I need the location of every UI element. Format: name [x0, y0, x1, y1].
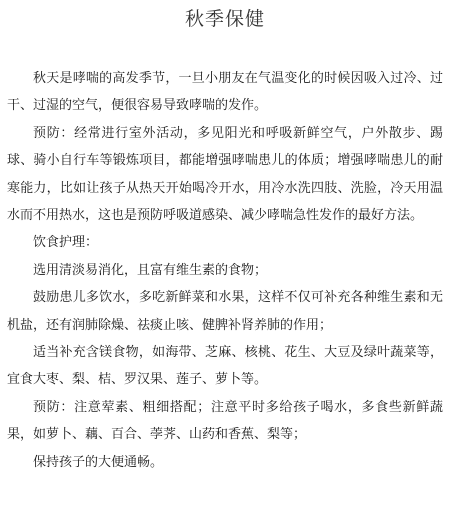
paragraph-prevention: 预防：经常进行室外活动，多见阳光和呼吸新鲜空气，户外散步、踢球、骑小自行车等锻炼项目，都能增强哮喘患儿的体质；增强哮喘患儿的耐寒能力，比如让孩子从热天开始喝冷开水，用冷水洗四肢、洗脸，冷天用温水而不用热水，这也是预防呼吸道感染、减少哮喘急性发作的最好方法。 — [7, 125, 443, 224]
document-title: 秋季保健 — [184, 8, 265, 30]
paragraph-diet-water-fruit: 鼓励患儿多饮水，多吃新鲜菜和水果，这样不仅可补充各种维生素和无机盐，还有润肺除燥、祛痰止咳、健脾补肾养肺的作用； — [7, 290, 443, 333]
paragraph-diet-heading: 饮食护理： — [33, 235, 99, 251]
paragraph-prevention-diet: 预防：注意荤素、粗细搭配；注意平时多给孩子喝水，多食些新鲜蔬果，如萝卜、藕、百合、荸荠、山药和香蕉、梨等； — [7, 399, 443, 443]
document-body — [7, 65, 443, 476]
paragraph-bowel: 保持孩子的大便通畅。 — [33, 454, 164, 470]
paragraph-intro: 秋天是哮喘的高发季节，一旦小朋友在气温变化的时候因吸入过冷、过干、过湿的空气，便很容易导致哮喘的发作。 — [7, 71, 443, 114]
paragraph-diet-light-food: 选用清淡易消化，且富有维生素的食物； — [33, 262, 268, 278]
paragraph-diet-magnesium: 适当补充含镁食物，如海带、芝麻、核桃、花生、大豆及绿叶蔬菜等，宜食大枣、梨、桔、罗汉果、莲子、萝卜等。 — [7, 345, 443, 388]
